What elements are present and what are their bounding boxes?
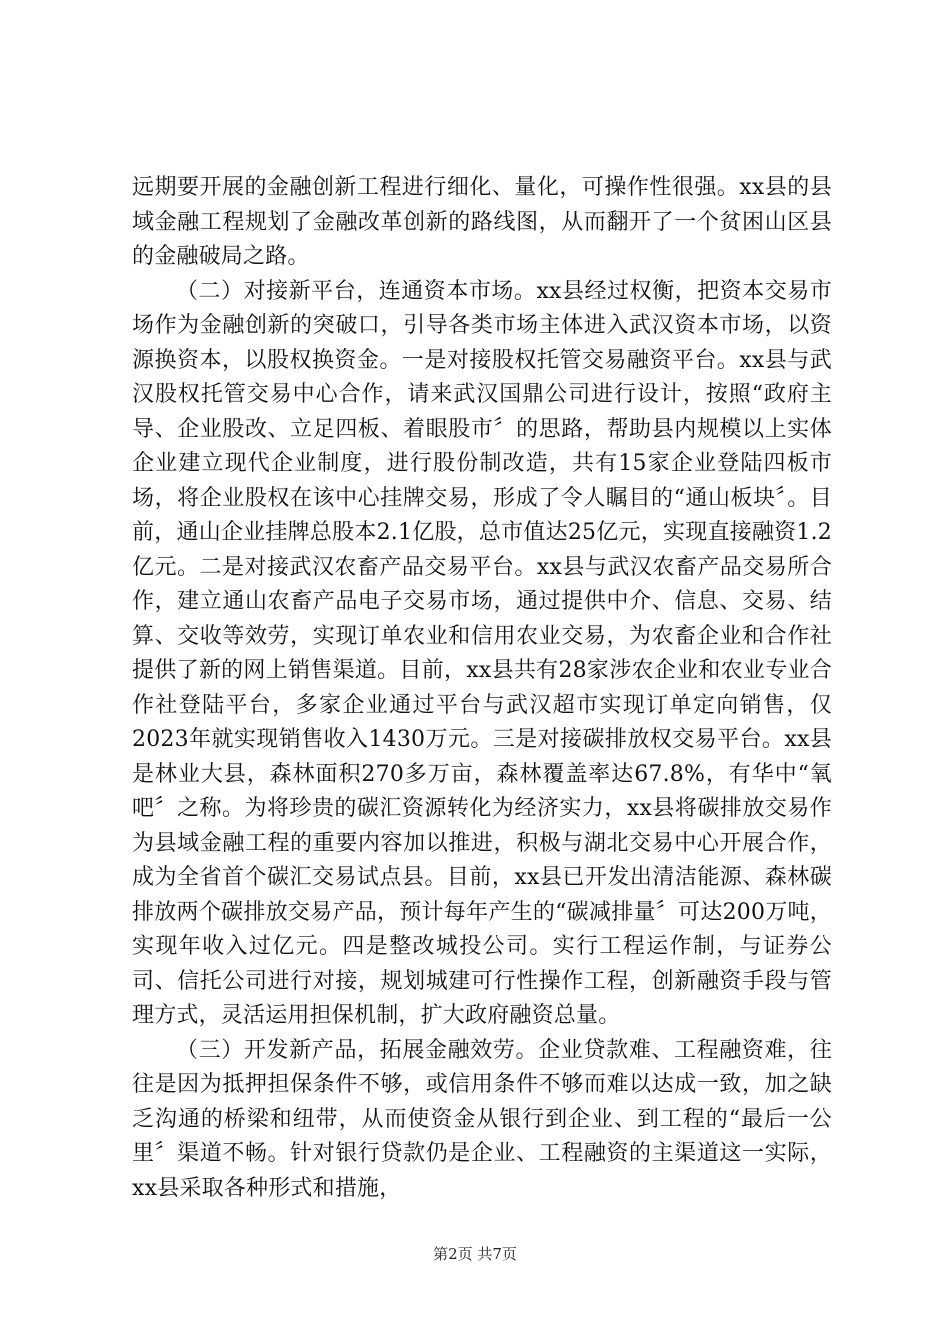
paragraph-3: （三）开发新产品，拓展金融效劳。企业贷款难、工程融资难，往往是因为抵押担保条件不够，或信用条件不够而难以达成一致，加之缺乏沟通的桥梁和纽带，从而使资金从银行到企业、到工程的“最后一公里〞渠道不畅。针对银行贷款仍是企业、工程融资的主渠道这一实际，xx县采取各种形式和措施， (132, 1037, 832, 1201)
paragraph-1: 远期要开展的金融创新工程进行细化、量化，可操作性很强。xx县的县域金融工程规划了金融改革创新的路线图，从而翻开了一个贫困山区县的金融破局之路。 (132, 175, 832, 269)
paragraph-2: （二）对接新平台，连通资本市场。xx县经过权衡，把资本交易市场作为金融创新的突破口，引导各类市场主体进入武汉资本市场，以资源换资本，以股权换资金。一是对接股权托管交易融资平台。xx县与武汉股权托管交易中心合作，请来武汉国鼎公司进行设计，按照“政府主导、企业股改、立足四板、着眼股市〞的思路，帮助县内规模以上实体企业建立现代企业制度，进行股份制改造，共有15家企业登陆四板市场，将企业股权在该中心挂牌交易，形成了令人瞩目的“通山板块〞。目前，通山企业挂牌总股本2.1亿股，总市值达25亿元，实现直接融资1.2亿元。二是对接武汉农畜产品交易平台。xx县与武汉农畜产品交易所合作，建立通山农畜产品电子交易市场，通过提供中介、信息、交易、结算、交收等效劳，实现订单农业和信用农业交易，为农畜企业和合作社提供了新的网上销售渠道。目前，xx县共有28家涉农企业和农业专业合作社登陆平台，多家企业通过平台与武汉超市实现订单定向销售，仅2023年就实现销售收入1430万元。三是对接碳排放权交易平台。xx县是林业大县，森林面积270多万亩，森林覆盖率达67.8%，有华中“氧吧〞之称。为将珍贵的碳汇资源转化为经济实力，xx县将碳排放交易作为县域金融工程的重要内容加以推进，积极与湖北交易中心开展合作，成为全省首个碳汇交易试点县。目前，xx县已开发出清洁能源、森林碳排放两个碳排放交易产品，预计每年产生的“碳减排量〞可达200万吨，实现年收入过亿元。四是整改城投公司。实行工程运作制，与证券公司、信托公司进行对接，规划城建可行性操作工程，创新融资手段与管理方式，灵活运用担保机制，扩大政府融资总量。 (132, 278, 832, 1028)
page-footer: 第2页 共7页 (433, 1245, 517, 1263)
document-body (132, 171, 832, 1206)
